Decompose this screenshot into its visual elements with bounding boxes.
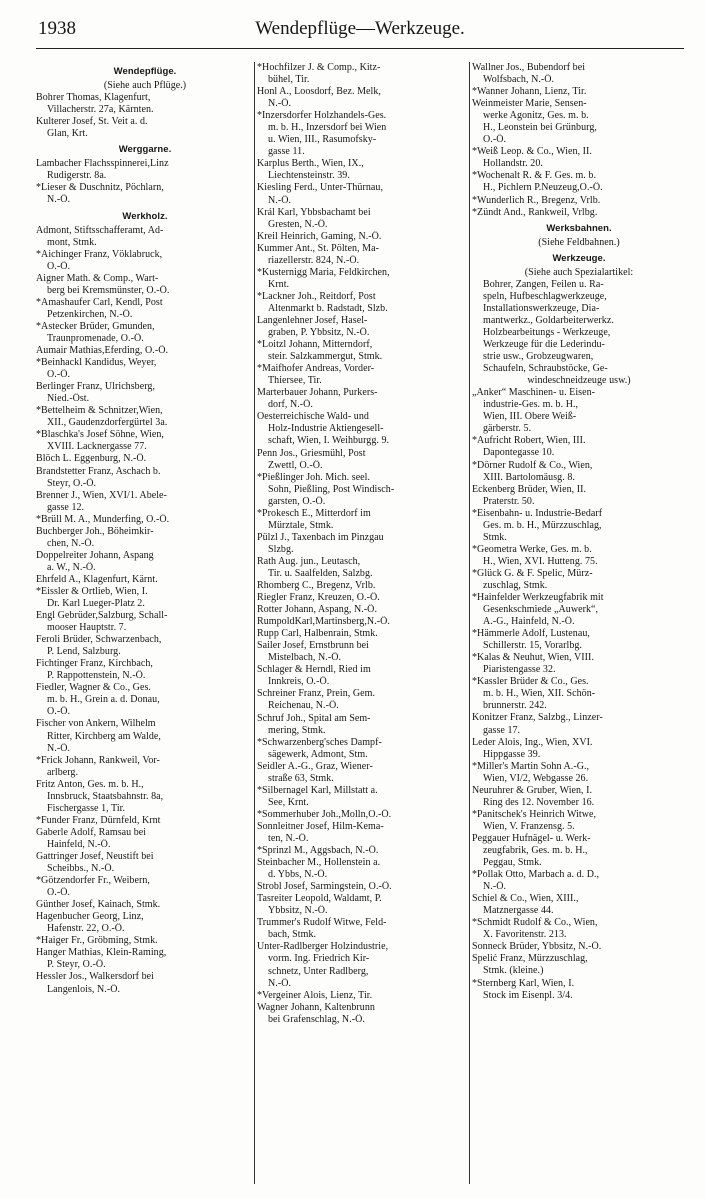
entry-continuation: Werkzeuge für die Lederindu-	[483, 339, 605, 351]
entry-line: Langenlehner Josef, Hasel-	[257, 314, 368, 326]
entry-continuation: Petzenkirchen, N.-Ö.	[47, 308, 133, 320]
entry-line: Riegler Franz, Kreuzen, O.-Ö.	[257, 592, 380, 604]
entry-continuation: P. Lend, Salzburg.	[47, 646, 121, 658]
entry-line: Hanger Mathias, Klein-Raming,	[36, 947, 167, 959]
entry-line: Král Karl, Ybbsbachamt bei	[257, 206, 371, 218]
entry-line: Hagenbucher Georg, Linz,	[36, 911, 144, 923]
entry-continuation: chen, N.-Ö.	[47, 537, 95, 549]
entry-line: *Geometra Werke, Ges. m. b.	[472, 543, 592, 555]
entry-continuation: schaft, Wien, I. Weihburgg. 9.	[268, 435, 390, 447]
entry-line: *Silbernagel Karl, Millstatt a.	[257, 784, 378, 796]
entry-continuation: ten, N.-Ö.	[268, 833, 309, 844]
entry-continuation: Praterstr. 50.	[483, 495, 535, 507]
entry-continuation: Stmk.	[483, 531, 507, 543]
entry-line: Penn Jos., Griesmühl, Post	[257, 447, 366, 459]
entry-continuation: O.-Ö.	[47, 887, 71, 899]
entry-continuation: Liechtensteinstr. 39.	[268, 170, 350, 182]
entry-continuation: mont, Stmk.	[47, 236, 97, 248]
entry-line: Sonnleitner Josef, Hilm-Kema-	[257, 820, 384, 832]
entry-line: Spelić Franz, Mürzzuschlag,	[472, 953, 588, 965]
entry-line: Wagner Johann, Kaltenbrunn	[257, 1001, 375, 1013]
entry-line: Schruf Joh., Spital am Sem-	[257, 712, 371, 724]
entry-line: Honl A., Loosdorf, Bez. Melk,	[257, 86, 381, 98]
entry-continuation: m. b. H., Grein a. d. Donau,	[47, 694, 160, 706]
column-middle	[254, 62, 471, 1184]
entry-continuation: Bohrer, Zangen, Feilen u. Ra-	[483, 278, 604, 290]
entry-line: Fischer von Ankern, Wilhelm	[36, 718, 156, 730]
entry-line: Rupp Carl, Halbenrain, Stmk.	[257, 628, 378, 640]
entry-line: *Aichinger Franz, Vöklabruck,	[36, 248, 163, 260]
entry-line: Steinbacher M., Hollenstein a.	[257, 857, 381, 869]
entry-continuation: Tir. u. Saalfelden, Salzbg.	[268, 567, 373, 579]
entry-line: Sailer Josef, Ernstbrunn bei	[257, 640, 369, 652]
entry-line: *Prokesch E., Mitterdorf im	[257, 507, 371, 519]
entry-line: *Panitschek's Heinrich Witwe,	[472, 808, 597, 820]
section-heading: Werkholz.	[122, 210, 168, 222]
entry-continuation: d. Ybbs, N.-Ö.	[268, 869, 328, 881]
entry-line: Brenner J., Wien, XVI/1. Abele-	[36, 489, 167, 501]
entry-line: Doppelreiter Johann, Aspang	[36, 549, 154, 561]
entry-line: Pülzl J., Taxenbach im Pinzgau	[257, 531, 384, 543]
entry-continuation: N.-Ö.	[483, 881, 507, 893]
entry-continuation: XII., Gaudenzdorfergürtel 3a.	[47, 417, 168, 429]
entry-continuation: Steyr, O.-Ö.	[47, 477, 97, 489]
entry-line: Peggauer Hufnägel- u. Werk-	[472, 832, 591, 844]
entry-continuation: gasse 17.	[483, 724, 521, 736]
entry-continuation: N.-Ö.	[268, 977, 292, 989]
entry-continuation: Dr. Karl Lueger-Platz 2.	[47, 598, 145, 610]
entry-line: Schlager & Herndl, Ried im	[257, 664, 371, 676]
entry-continuation: H., Pichlern P.Neuzeug,O.-Ö.	[483, 182, 603, 194]
entry-continuation: gärberstr. 5.	[483, 423, 532, 435]
entry-continuation: Wien, VI/2, Webgasse 26.	[483, 772, 589, 784]
entry-line: Aumair Mathias,Eferding, O.-Ö.	[36, 345, 169, 357]
entry-line: „Anker“ Maschinen- u. Eisen-	[472, 387, 596, 399]
entry-line: Fiedler, Wagner & Co., Ges.	[36, 682, 151, 694]
entry-line: *Loitzl Johann, Mitterndorf,	[257, 339, 373, 351]
entry-line: *Götzendorfer Fr., Weibern,	[36, 875, 150, 887]
entry-line: *Bettelheim & Schnitzer,Wien,	[36, 405, 163, 417]
page-title: Wendepflüge—Werkzeuge.	[255, 18, 465, 39]
entry-continuation: XIII. Bartolomäusg. 8.	[483, 471, 575, 483]
column-left	[36, 62, 254, 996]
section-note: (Siehe Feldbahnen.)	[538, 236, 620, 248]
entry-continuation: Stmk. (kleine.)	[483, 965, 544, 977]
entry-continuation: gasse 12.	[47, 501, 85, 513]
entry-continuation: bei Grafenschlag, N.-Ö.	[268, 1013, 365, 1025]
entry-continuation: Scheibbs., N.-Ö.	[47, 863, 115, 875]
entry-continuation: Peggau, Stmk.	[483, 857, 542, 869]
entry-continuation: sägewerk, Admont, Stm.	[268, 748, 368, 760]
entry-line: *Kusternigg Maria, Feldkirchen,	[257, 266, 390, 278]
entry-line: Marterbauer Johann, Purkers-	[257, 387, 378, 399]
entry-continuation: Schaufeln, Schraubstöcke, Ge-	[483, 363, 608, 375]
entry-continuation: Piaristengasse 32.	[483, 664, 556, 676]
entry-continuation: Wien, III. Obere Weiß-	[483, 411, 577, 423]
entry-continuation: N.-Ö.	[47, 194, 71, 206]
entry-line: Seidler A.-G., Graz, Wiener-	[257, 760, 373, 772]
entry-line: *Pießlinger Joh. Mich. seel.	[257, 471, 371, 483]
entry-line: *Inzersdorfer Holzhandels-Ges.	[257, 110, 387, 122]
entry-line: Hessler Jos., Walkersdorf bei	[36, 971, 154, 983]
entry-continuation: Ybbsitz, N.-Ö.	[268, 905, 328, 917]
entry-continuation: graben, P. Ybbsitz, N.-Ö.	[268, 327, 370, 339]
entry-continuation: bühel, Tir.	[268, 74, 310, 86]
entry-line: Wallner Jos., Bubendorf bei	[472, 62, 586, 73]
entry-line: Neuruhrer & Gruber, Wien, I.	[472, 784, 593, 796]
entry-continuation: N.-Ö.	[268, 98, 292, 110]
entry-continuation: O.-Ö.	[47, 369, 71, 381]
entry-continuation: mooser Hauptstr. 7.	[47, 622, 127, 634]
entry-continuation: mantwerkz., Goldarbeiterwerkz.	[483, 314, 614, 326]
entry-line: Fichtinger Franz, Kirchbach,	[36, 658, 153, 670]
entry-line: Gattringer Josef, Neustift bei	[36, 851, 154, 862]
entry-line: *Frick Johann, Rankweil, Vor-	[36, 754, 160, 766]
entry-line: Engl Gebrüder,Salzburg, Schall-	[36, 610, 168, 622]
entry-continuation: X. Favoritenstr. 213.	[483, 929, 567, 941]
section-note: (Siehe auch Spezialartikel:	[524, 266, 634, 278]
entry-continuation: Matznergasse 44.	[483, 905, 554, 917]
entry-continuation: steir. Salzkammergut, Stmk.	[268, 351, 383, 363]
entry-continuation: A.-G., Hainfeld, N.-Ö.	[483, 616, 575, 628]
entry-line: *Miller's Martin Sohn A.-G.,	[472, 760, 590, 772]
entry-line: Lambacher Flachsspinnerei,Linz	[36, 158, 169, 170]
header-rule	[36, 48, 684, 49]
entry-line: Günther Josef, Kainach, Stmk.	[36, 899, 161, 911]
entry-continuation: O.-Ö.	[47, 706, 71, 718]
entry-continuation: Nied.-Öst.	[47, 393, 90, 405]
entry-line: Blöch L. Eggenburg, N.-Ö.	[36, 453, 147, 465]
entry-line: Oesterreichische Wald- und	[257, 411, 369, 423]
entry-continuation: speln, Hufbeschlagwerkzeuge,	[483, 290, 607, 302]
section-heading: Werggarne.	[118, 144, 172, 156]
entry-continuation: industrie-Ges. m. b. H.,	[483, 399, 579, 411]
entry-line: *Funder Franz, Dürnfeld, Krnt	[36, 814, 161, 826]
entry-continuation: garsten, O.-Ö.	[268, 495, 326, 507]
entry-continuation: gasse 11.	[268, 146, 305, 158]
entry-continuation: vorm. Ing. Friedrich Kir-	[268, 953, 370, 965]
entry-line: *Vergeiner Alois, Lienz, Tir.	[257, 989, 373, 1001]
entry-continuation: Fischergasse 1, Tir.	[47, 802, 126, 814]
entry-continuation: Thiersee, Tir.	[268, 375, 322, 387]
entry-continuation: brunnerstr. 242.	[483, 700, 547, 712]
entry-line: *Blaschka's Josef Söhne, Wien,	[36, 429, 164, 441]
entry-continuation: riazellerstr. 824, N.-Ö.	[268, 254, 360, 266]
entry-continuation: See, Krnt.	[268, 796, 309, 808]
entry-line: Schiel & Co., Wien, XIII.,	[472, 893, 579, 905]
entry-continuation: zeugfabrik, Ges. m. b. H.,	[483, 845, 588, 856]
section-heading: Werkzeuge.	[552, 252, 606, 264]
entry-line: Rhomberg C., Bregenz, Vrlb.	[257, 580, 376, 592]
entry-line: *Lieser & Duschnitz, Pöchlarn,	[36, 182, 164, 194]
page-header	[36, 14, 684, 44]
entry-line: *Wochenalt R. & F. Ges. m. b.	[472, 170, 596, 182]
entry-continuation: Installationswerkzeuge, Dia-	[483, 302, 600, 314]
entry-line: *Sommerhuber Joh.,Molln,O.-Ö.	[257, 808, 392, 820]
entry-line: Kummer Ant., St. Pölten, Ma-	[257, 242, 379, 254]
entry-line: *Kalas & Neuhut, Wien, VIII.	[472, 652, 594, 664]
entry-continuation: Dapontegasse 10.	[483, 447, 555, 459]
section-note: windeschneidzeuge usw.)	[527, 375, 631, 387]
entry-line: *Zündt And., Rankweil, Vrlbg.	[472, 206, 598, 218]
entry-line: Rath Aug. jun., Leutasch,	[257, 555, 361, 567]
entry-continuation: Hollandstr. 20.	[483, 158, 543, 170]
entry-line: Aigner Math. & Comp., Wart-	[36, 272, 159, 284]
entry-line: *Wanner Johann, Lienz, Tir.	[472, 86, 587, 98]
entry-continuation: u. Wien, III., Rasumofsky-	[268, 134, 377, 146]
entry-line: Feroli Brüder, Schwarzenbach,	[36, 634, 162, 646]
entry-continuation: Reichenau, N.-Ö.	[268, 700, 339, 712]
entry-continuation: a. W., N.-Ö.	[47, 561, 96, 573]
entry-continuation: Zwettl, O.-Ö.	[268, 459, 323, 471]
entry-continuation: Ges. m. b. H., Mürzzuschlag,	[483, 519, 602, 531]
entry-continuation: Innsbruck, Staatsbahnstr. 8a,	[47, 790, 164, 802]
entry-line: *Glück G. & F. Spelic, Mürz-	[472, 567, 593, 579]
section-heading: Werksbahnen.	[546, 222, 612, 234]
entry-continuation: Hippgasse 39.	[483, 748, 541, 760]
entry-line: Brandstetter Franz, Aschach b.	[36, 465, 161, 477]
entry-line: Bohrer Thomas, Klagenfurt,	[36, 92, 151, 104]
entry-continuation: Hafenstr. 22, O.-Ö.	[47, 923, 125, 935]
entry-continuation: Mistelbach, N.-Ö.	[268, 652, 342, 664]
entry-line: *Schwarzenberg'sches Dampf-	[257, 736, 382, 748]
entry-line: *Haiger Fr., Gröbming, Stmk.	[36, 935, 158, 947]
entry-line: *Brüll M. A., Munderfing, O.-Ö.	[36, 513, 170, 525]
entry-line: *Weiß Leop. & Co., Wien, II.	[472, 146, 592, 158]
entry-line: Leder Alois, Ing., Wien, XVI.	[472, 736, 593, 748]
entry-continuation: O.-Ö.	[47, 260, 71, 272]
entry-continuation: P. Steyr, O.-Ö.	[47, 959, 106, 971]
entry-line: *Pollak Otto, Marbach a. d. D.,	[472, 869, 600, 881]
entry-line: *Eissler & Ortlieb, Wien, I.	[36, 585, 148, 597]
entry-line: Admont, Stiftsschafferamt, Ad-	[36, 224, 164, 236]
section-note: (Siehe auch Pflüge.)	[103, 80, 187, 92]
entry-line: Tasreiter Leopold, Waldamt, P.	[257, 893, 382, 905]
entry-continuation: straße 63, Stmk.	[268, 772, 334, 784]
entry-continuation: N.-Ö.	[47, 742, 71, 754]
entry-continuation: Krnt.	[268, 278, 290, 290]
entry-line: Kiesling Ferd., Unter-Thürnau,	[257, 182, 383, 194]
entry-continuation: werke Agonitz, Ges. m. b.	[483, 110, 589, 122]
page-number: 1938	[38, 18, 76, 39]
entry-continuation: O.-Ö.	[483, 134, 507, 146]
entry-line: Gaberle Adolf, Ramsau bei	[36, 826, 147, 838]
entry-line: Strobl Josef, Sarmingstein, O.-Ö.	[257, 881, 392, 893]
entry-line: *Aufricht Robert, Wien, III.	[472, 435, 586, 447]
entry-line: Trummer's Rudolf Witwe, Feld-	[257, 917, 387, 929]
entry-line: *Dörner Rudolf & Co., Wien,	[472, 459, 593, 471]
entry-continuation: Altenmarkt b. Radstadt, Slzb.	[268, 302, 388, 314]
entry-continuation: Hainfeld, N.-Ö.	[47, 838, 111, 850]
entry-continuation: H., Wien, XVI. Hutteng. 75.	[483, 555, 598, 567]
entry-continuation: Slzbg.	[268, 543, 294, 555]
entry-continuation: dorf, N.-Ö.	[268, 399, 313, 411]
entry-continuation: Langenlois, N.-Ö.	[47, 983, 121, 995]
entry-line: Kulterer Josef, St. Veit a. d.	[36, 116, 148, 128]
entry-continuation: Ritter, Kirchberg am Walde,	[47, 730, 161, 742]
entry-continuation: zuschlag, Stmk.	[483, 579, 548, 591]
entry-continuation: Holz-Industrie Aktiengesell-	[268, 423, 384, 435]
entry-continuation: Wolfsbach, N.-Ö.	[483, 74, 555, 86]
entry-line: *Eisenbahn- u. Industrie-Bedarf	[472, 507, 603, 519]
entry-continuation: Holzbearbeitungs - Werkzeuge,	[483, 326, 611, 338]
column-right	[469, 62, 686, 1184]
entry-line: *Lackner Joh., Reitdorf, Post	[257, 290, 376, 302]
entry-line: *Astecker Brüder, Gmunden,	[36, 320, 155, 332]
entry-line: *Schmidt Rudolf & Co., Wien,	[472, 917, 598, 929]
entry-line: Rotter Johann, Aspang, N.-Ö.	[257, 604, 377, 616]
entry-line: *Wunderlich R., Bregenz, Vrlb.	[472, 194, 601, 206]
entry-continuation: m. b. H., Wien, XII. Schön-	[483, 688, 596, 700]
entry-line: *Hämmerle Adolf, Lustenau,	[472, 628, 590, 640]
entry-line: Unter-Radlberger Holzindustrie,	[257, 941, 389, 953]
entry-continuation: Rudigerstr. 8a.	[47, 170, 107, 182]
entry-line: Fritz Anton, Ges. m. b. H.,	[36, 778, 144, 790]
entry-line: *Maifhofer Andreas, Vorder-	[257, 363, 375, 375]
entry-continuation: P. Rappottenstein, N.-Ö.	[47, 670, 146, 682]
entry-line: Berlinger Franz, Ulrichsberg,	[36, 381, 156, 393]
entry-continuation: Villacherstr. 27a, Kärnten.	[47, 104, 154, 116]
entry-line: Schreiner Franz, Prein, Gem.	[257, 688, 376, 700]
entry-line: *Hochfilzer J. & Comp., Kitz-	[257, 62, 381, 73]
entry-continuation: arlberg.	[47, 766, 79, 778]
entry-continuation: N.-Ö.	[268, 194, 292, 206]
entry-continuation: Innkreis, O.-Ö.	[268, 676, 330, 688]
entry-continuation: Wien, V. Franzensg. 5.	[483, 820, 575, 832]
entry-continuation: mering, Stmk.	[268, 724, 326, 736]
entry-line: Buchberger Joh., Böheimkir-	[36, 525, 154, 537]
entry-continuation: XVIII. Lacknergasse 77.	[47, 441, 147, 453]
entry-line: Ehrfeld A., Klagenfurt, Kärnt.	[36, 573, 158, 585]
entry-line: Weinmeister Marie, Sensen-	[472, 98, 587, 110]
entry-line: *Kassler Brüder & Co., Ges.	[472, 676, 589, 688]
entry-continuation: berg bei Kremsmünster, O.-Ö.	[47, 284, 170, 296]
entry-line: Karplus Berth., Wien, IX.,	[257, 158, 364, 170]
entry-line: *Hainfelder Werkzeugfabrik mit	[472, 592, 604, 604]
entry-continuation: schnetz, Unter Radlberg,	[268, 965, 369, 977]
entry-line: Eckenberg Brüder, Wien, II.	[472, 483, 587, 495]
entry-continuation: Ring des 12. November 16.	[483, 796, 595, 808]
section-heading: Wendepflüge.	[113, 66, 177, 77]
entry-continuation: Glan, Krt.	[47, 128, 88, 140]
entry-continuation: Stock im Eisenpl. 3/4.	[483, 989, 573, 1001]
entry-continuation: Mürztale, Stmk.	[268, 519, 334, 531]
entry-continuation: Gesenkschmiede „Auwerk“,	[483, 604, 599, 616]
entry-continuation: m. b. H., Inzersdorf bei Wien	[268, 122, 387, 134]
entry-continuation: Sohn, Pießling, Post Windisch-	[268, 483, 395, 495]
entry-continuation: Traunpromenade, O.-Ö.	[47, 332, 144, 344]
entry-continuation: H., Leonstein bei Grünburg,	[483, 122, 597, 134]
entry-line: *Amashaufer Carl, Kendl, Post	[36, 296, 163, 308]
entry-continuation: Gresten, N.-Ö.	[268, 218, 328, 230]
entry-line: RumpoldKarl,Martinsberg,N.-Ö.	[257, 616, 390, 628]
entry-line: Sonneck Brüder, Ybbsitz, N.-Ö.	[472, 941, 602, 953]
entry-continuation: Schillerstr. 15, Vorarlbg.	[483, 640, 582, 652]
entry-line: Kreil Heinrich, Gaming, N.-Ö.	[257, 230, 382, 242]
entry-line: Konitzer Franz, Salzbg., Linzer-	[472, 712, 603, 724]
entry-continuation: bach, Stmk.	[268, 929, 317, 941]
entry-continuation: strie usw., Grobzeugwaren,	[483, 351, 594, 363]
entry-line: *Beinhackl Kandidus, Weyer,	[36, 357, 157, 369]
entry-line: *Sternberg Karl, Wien, I.	[472, 977, 575, 989]
entry-line: *Sprinzl M., Aggsbach, N.-Ö.	[257, 845, 379, 857]
